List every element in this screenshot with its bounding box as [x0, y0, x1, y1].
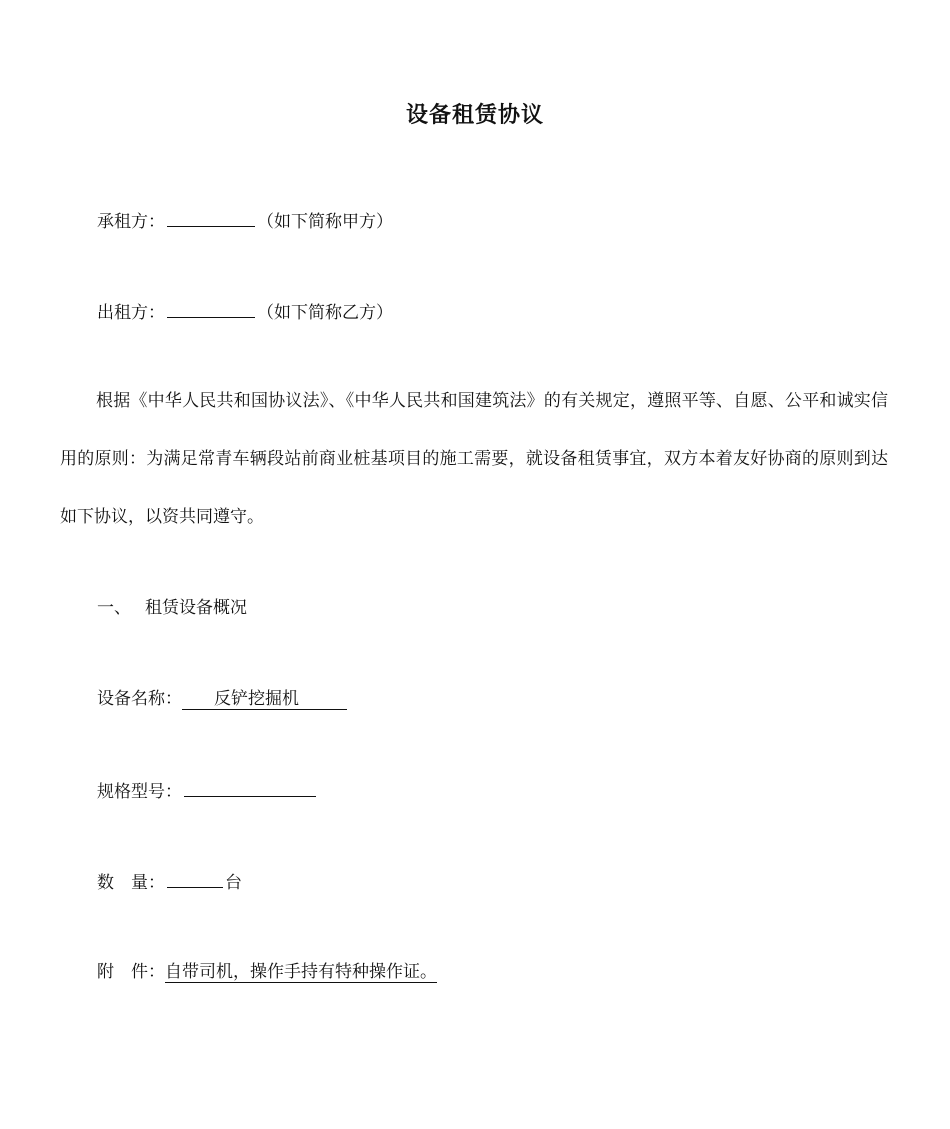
equipment-name-value[interactable]: 反铲挖掘机 — [182, 689, 347, 710]
lessor-line — [97, 299, 393, 325]
attachment-value[interactable]: 自带司机，操作手持有特种操作证。 — [165, 962, 437, 982]
equipment-name-label: 设备名称： — [97, 689, 182, 709]
equipment-name-line — [97, 687, 347, 711]
model-line — [97, 778, 318, 804]
lessor-blank[interactable] — [167, 299, 255, 318]
lessor-note: （如下简称乙方） — [257, 303, 393, 323]
section1-number: 一、 — [97, 598, 131, 618]
quantity-label: 数 量： — [97, 873, 165, 893]
quantity-blank[interactable] — [167, 869, 223, 888]
lessee-label: 承租方： — [97, 212, 165, 232]
quantity-line — [97, 869, 242, 895]
lessor-label: 出租方： — [97, 303, 165, 323]
attachment-line — [97, 960, 437, 984]
model-blank[interactable] — [184, 778, 316, 797]
section1-heading — [97, 596, 247, 620]
model-label: 规格型号： — [97, 782, 182, 802]
lessee-line — [97, 208, 393, 234]
quantity-unit: 台 — [225, 873, 242, 893]
preamble-paragraph: 根据《中华人民共和国协议法》、《中华人民共和国建筑法》的有关规定，遵照平等、自愿、公平和诚实信用的原则：为满足常青车辆段站前商业桩基项目的施工需要，就设备租赁事宜，双方本着友好协商的原则到达如下协议，以资共同遵守。 — [60, 391, 888, 527]
section1-title: 租赁设备概况 — [145, 598, 247, 618]
document-title: 设备租赁协议 — [405, 103, 544, 128]
attachment-label: 附 件： — [97, 962, 165, 982]
lessee-note: （如下简称甲方） — [257, 212, 393, 232]
lessee-blank[interactable] — [167, 208, 255, 227]
